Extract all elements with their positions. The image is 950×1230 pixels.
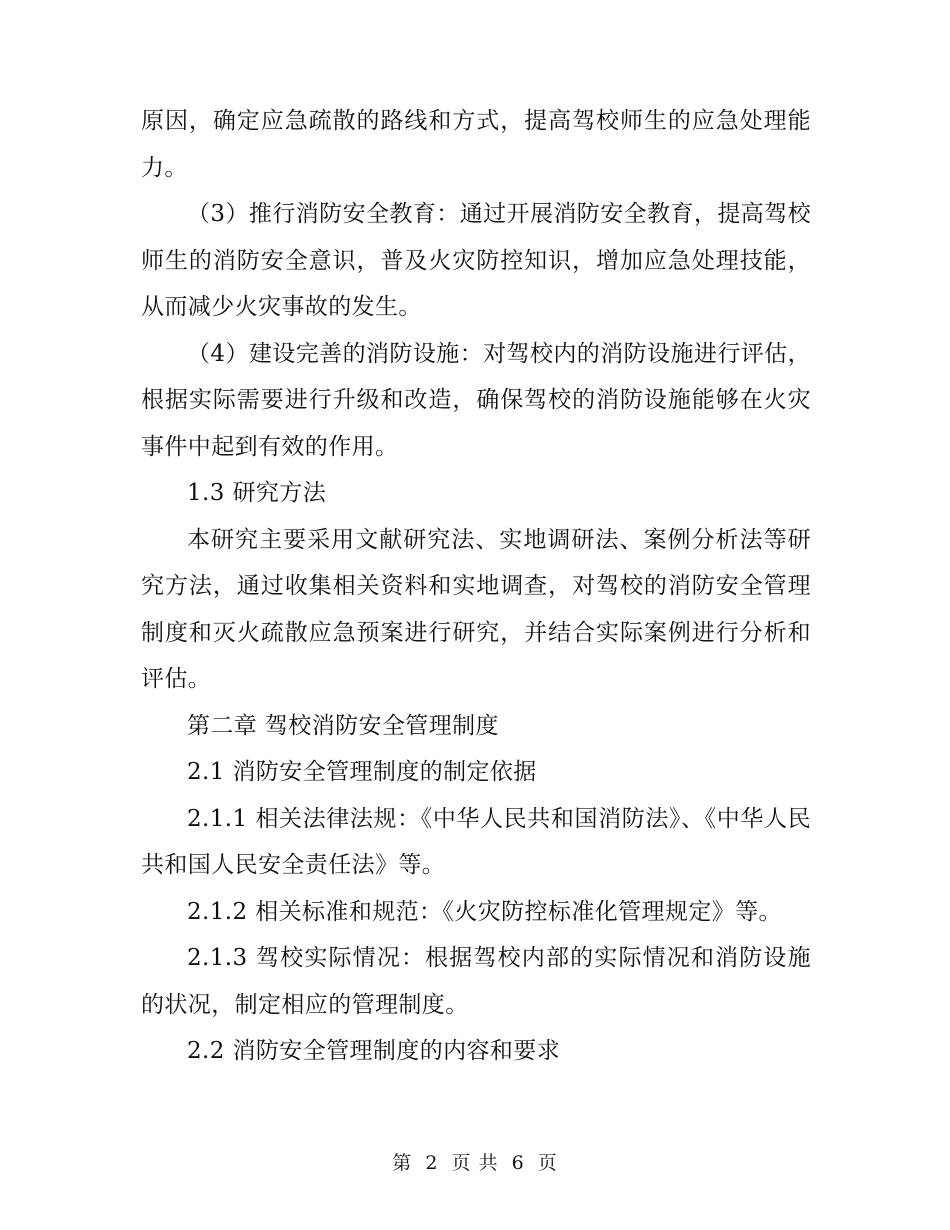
chapter-heading-2: 第二章 驾校消防安全管理制度 <box>187 712 499 739</box>
section-heading-2-2: 2.2 消防安全管理制度的内容和要求 <box>187 1038 561 1064</box>
footer-total-pages: 6 <box>511 1152 525 1174</box>
footer-prefix: 第 <box>392 1152 413 1174</box>
paragraph-continuation: 原因，确定应急疏散的路线和方式，提高驾校师生的应急处理能力。 <box>141 108 811 181</box>
section-heading-1-3: 1.3 研究方法 <box>187 480 327 506</box>
footer-middle: 页 共 <box>451 1152 499 1174</box>
subsection-2-1-1: 2.1.1 相关法律法规：《中华人民共和国消防法》、《中华人民共和国人民安全责任法》等。 <box>141 805 811 878</box>
paragraph-item-4: （4）建设完善的消防设施：对驾校内的消防设施进行评估，根据实际需要进行升级和改造，确保驾校的消防设施能够在火灾事件中起到有效的作用。 <box>141 340 811 460</box>
footer-current-page: 2 <box>425 1152 439 1174</box>
paragraph-research-method: 本研究主要采用文献研究法、实地调研法、案例分析法等研究方法，通过收集相关资料和实地调查，对驾校的消防安全管理制度和灭火疏散应急预案进行研究，并结合实际案例进行分析和评估。 <box>141 526 811 692</box>
paragraph-item-3: （3）推行消防安全教育：通过开展消防安全教育，提高驾校师生的消防安全意识，普及火灾防控知识，增加应急处理技能，从而减少火灾事故的发生。 <box>141 201 811 320</box>
subsection-2-1-3: 2.1.3 驾校实际情况：根据驾校内部的实际情况和消防设施的状况，制定相应的管理制度。 <box>141 945 811 1018</box>
section-heading-2-1: 2.1 消防安全管理制度的制定依据 <box>187 759 537 785</box>
page-body <box>141 98 811 1075</box>
subsection-2-1-2: 2.1.2 相关标准和规范：《火灾防控标准化管理规定》等。 <box>187 898 782 925</box>
footer-suffix: 页 <box>537 1152 558 1174</box>
page-footer <box>0 1148 950 1175</box>
